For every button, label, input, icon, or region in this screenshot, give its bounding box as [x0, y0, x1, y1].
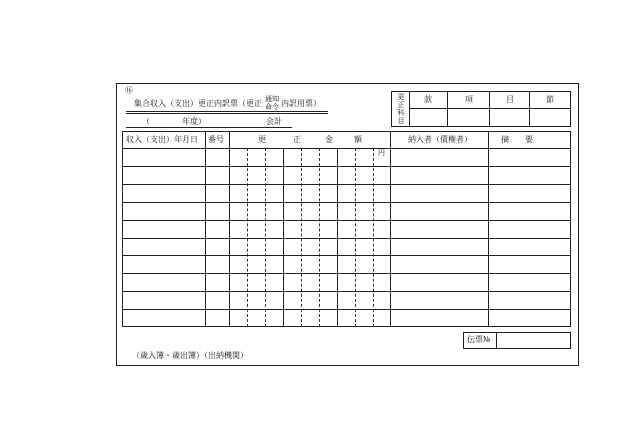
table-row [122, 273, 571, 274]
subject-divider [489, 91, 490, 127]
detail-table [122, 131, 571, 327]
form-mark: ⑯ [125, 86, 133, 95]
subject-divider [447, 91, 448, 127]
table-row [122, 238, 571, 239]
title-stack-top: 通知 [265, 95, 279, 103]
footer-note: （歳入簿・歳出簿）（出納機関） [132, 351, 248, 360]
table-row [122, 291, 571, 292]
col-header-amount-3: 金 [325, 135, 333, 144]
account-label: 会計 [266, 117, 282, 126]
year-underline [126, 127, 292, 128]
table-row [122, 184, 571, 185]
col-header-date: 収入（支出）年月日 [126, 135, 198, 144]
col-line [390, 131, 391, 327]
subject-header-kan: 款 [424, 95, 432, 104]
form-title: 集合収入（支出）更正内訳票（更正 [134, 99, 262, 108]
title-stack-bottom: 命令 [265, 103, 279, 111]
subject-row-divider [409, 108, 571, 109]
subject-header-setsu: 節 [546, 95, 554, 104]
title-underline-2 [126, 113, 328, 114]
subject-header-moku: 目 [506, 95, 514, 104]
slip-number-field[interactable] [498, 334, 569, 347]
col-header-amount-2: 正 [293, 135, 301, 144]
slip-number-divider [496, 332, 497, 349]
subject-divider [529, 91, 530, 127]
year-open-paren: （ [142, 117, 150, 126]
col-header-remarks: 摘 要 [501, 135, 533, 144]
col-line [488, 131, 489, 327]
correction-subject-label: 更正科目 [397, 93, 405, 125]
table-row [122, 309, 571, 310]
table-row [122, 166, 571, 167]
col-header-amount-4: 額 [354, 135, 362, 144]
col-line [229, 131, 230, 327]
col-line [205, 131, 206, 327]
subject-header-kou: 項 [465, 95, 473, 104]
col-header-payer: 納入者（債権者） [408, 135, 472, 144]
table-row [122, 255, 571, 256]
col-header-amount-1: 更 [258, 135, 266, 144]
col-header-number: 番号 [208, 135, 224, 144]
slip-number-label: 伝票№ [467, 335, 491, 344]
table-row [122, 148, 571, 149]
title-underline [126, 111, 328, 112]
correction-subject-box [391, 91, 571, 127]
table-row [122, 202, 571, 203]
table-row [122, 220, 571, 221]
yen-unit: 円 [378, 149, 385, 157]
subject-divider [409, 91, 410, 127]
year-label: 年度） [182, 117, 206, 126]
title-tail: 内訳用票） [281, 99, 321, 108]
